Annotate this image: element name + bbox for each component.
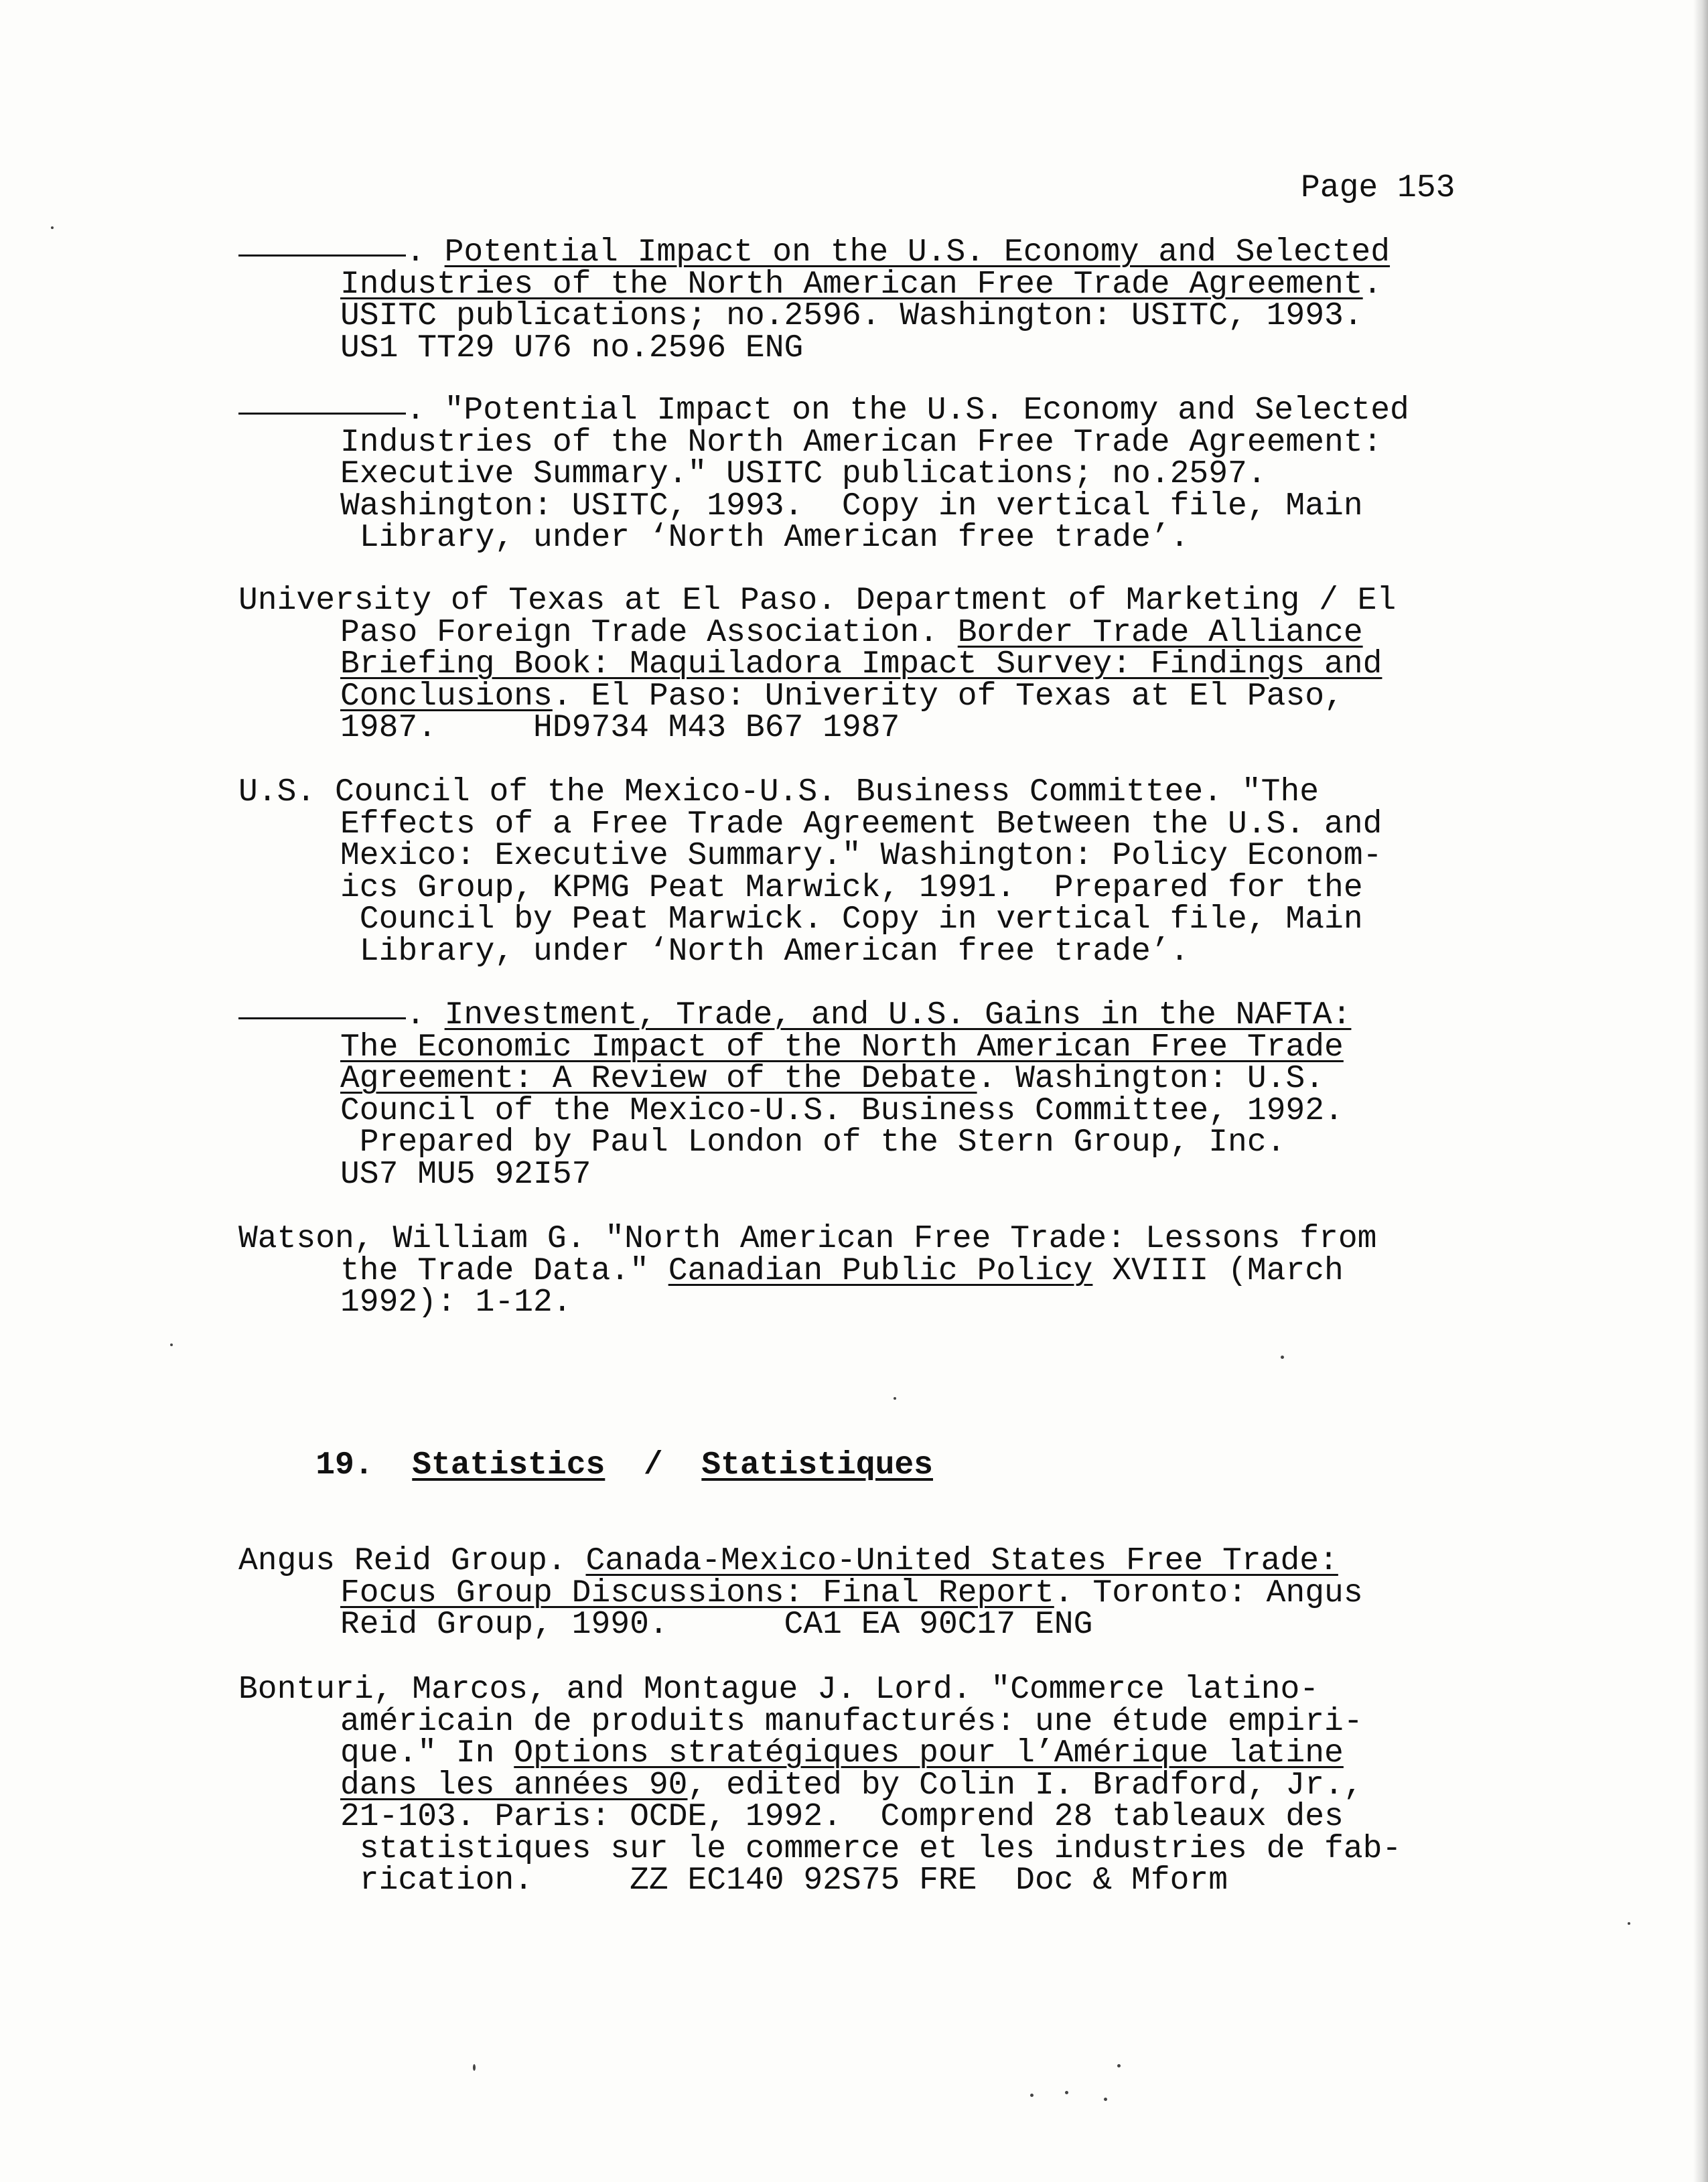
entry-text: . <box>406 997 445 1033</box>
repeat-author-dash <box>238 413 406 415</box>
entry-text: . "Potential Impact on the U.S. Economy and Selected <box>406 392 1409 429</box>
bibliography-entry <box>238 997 1352 1193</box>
entry-line <box>238 1865 1401 1897</box>
entry-line <box>238 997 1352 1033</box>
scan-speck <box>1030 2094 1034 2097</box>
entry-text: Prepared by Paul London of the Stern Group, Inc. <box>340 1124 1286 1161</box>
entry-line <box>238 1543 1363 1579</box>
underlined-title: Focus Group Discussions: Final Report <box>340 1575 1054 1611</box>
entry-line <box>238 710 1396 746</box>
entry-line <box>238 330 1390 366</box>
repeat-author-dash <box>238 1017 406 1019</box>
entry-line <box>238 1735 1401 1771</box>
entry-text: Bonturi, Marcos, and Montague J. Lord. "Commerce latino- <box>238 1672 1320 1708</box>
entry-text: , edited by Colin I. Bradford, Jr., <box>687 1767 1363 1804</box>
entry-line <box>238 1092 1351 1129</box>
entry-line <box>238 392 1409 429</box>
section-title-english: Statistics <box>412 1447 606 1483</box>
entry-line <box>238 424 1409 461</box>
scan-speck <box>1628 1922 1630 1925</box>
underlined-title: Canadian Public Policy <box>668 1252 1093 1289</box>
underlined-title: Conclusions <box>340 678 553 715</box>
entry-line <box>238 838 1382 874</box>
entry-line <box>238 901 1382 938</box>
scan-speck <box>1065 2091 1068 2094</box>
underlined-title: Potential Impact on the U.S. Economy and Selected <box>444 234 1391 271</box>
entry-text: américain de produits manufacturés: une étude empiri- <box>340 1703 1363 1740</box>
entry-line <box>238 488 1409 524</box>
entry-line <box>238 646 1396 682</box>
scan-edge-shadow <box>1693 0 1708 2182</box>
underlined-title: Options stratégiques pour l’Amérique latine <box>514 1735 1344 1771</box>
entry-line <box>238 774 1382 810</box>
scan-speck <box>51 226 54 229</box>
entry-text: Angus Reid Group. <box>238 1543 586 1579</box>
entry-text: the Trade Data." <box>340 1252 668 1289</box>
scan-speck <box>170 1343 173 1346</box>
bibliography-entry <box>238 1221 1377 1321</box>
entry-text: . Toronto: Angus <box>1054 1575 1363 1611</box>
entry-text: Library, under ‘North American free trade’. <box>340 933 1190 970</box>
entry-line <box>238 1575 1363 1611</box>
underlined-title: Briefing Book: Maquiladora Impact Survey: Findings and <box>340 646 1382 682</box>
section-number: 19. <box>315 1447 374 1483</box>
entry-text: Paso Foreign Trade Association. <box>340 614 958 651</box>
entry-text: U.S. Council of the Mexico-U.S. Business Committee. "The <box>238 774 1320 810</box>
entry-line <box>238 806 1382 843</box>
entry-line <box>238 1674 1401 1706</box>
scan-speck <box>473 2064 476 2071</box>
entry-text: US1 TT29 U76 no.2596 ENG <box>340 330 804 366</box>
entry-text: rication. ZZ EC140 92S75 FRE Doc & Mform <box>340 1863 1228 1899</box>
scan-speck <box>1281 1356 1284 1359</box>
underlined-title: Industries of the North American Free Trade Agreement <box>340 266 1363 303</box>
entry-text: Library, under ‘North American free trade’. <box>340 520 1190 556</box>
entry-text: Washington: USITC, 1993. Copy in vertical file, Main <box>340 488 1363 524</box>
entry-line <box>238 1830 1402 1867</box>
entry-line <box>238 1029 1351 1066</box>
entry-line <box>238 1252 1376 1289</box>
scan-speck <box>1104 2098 1107 2101</box>
entry-line <box>238 1609 1363 1642</box>
entry-line <box>238 1156 1351 1193</box>
entry-text: XVIII (March <box>1092 1252 1344 1289</box>
entry-text: ics Group, KPMG Peat Marwick, 1991. Prepared for the <box>340 869 1363 906</box>
underlined-title: Agreement: A Review of the Debate <box>340 1061 977 1097</box>
bibliography-entry <box>238 392 1409 556</box>
section-title-french: Statistiques <box>701 1447 933 1483</box>
entry-text: 21-103. Paris: OCDE, 1992. Comprend 28 tableaux des <box>340 1799 1344 1835</box>
entry-text: que." In <box>340 1735 514 1771</box>
bibliography-entry <box>238 774 1382 970</box>
entry-line <box>238 1124 1351 1161</box>
bibliography-entry <box>238 234 1391 366</box>
entry-line <box>238 585 1396 617</box>
scan-speck <box>1117 2064 1121 2067</box>
underlined-title: The Economic Impact of the North American Free Trade <box>340 1029 1344 1066</box>
entry-line <box>238 1703 1401 1740</box>
entry-line <box>238 1221 1377 1257</box>
underlined-title: Canada-Mexico-United States Free Trade: <box>585 1543 1338 1579</box>
entry-line <box>238 614 1396 651</box>
entry-text: US7 MU5 92I57 <box>340 1156 591 1193</box>
section-title-separator: / <box>643 1447 663 1483</box>
entry-line <box>238 1287 1376 1319</box>
entry-text: USITC publications; no.2596. Washington: USITC, 1993. <box>340 298 1363 334</box>
underlined-title: Border Trade Alliance <box>957 614 1363 651</box>
bibliography-entry <box>238 1674 1401 1897</box>
entry-line <box>238 522 1409 555</box>
entry-line <box>238 678 1396 715</box>
entry-line <box>238 869 1382 906</box>
bibliography-entry <box>238 1543 1363 1643</box>
entry-text: Watson, William G. "North American Free Trade: Lessons from <box>238 1221 1377 1257</box>
entry-text: . <box>1362 266 1382 303</box>
entry-text: Council by Peat Marwick. Copy in vertical file, Main <box>340 901 1363 938</box>
repeat-author-dash <box>238 254 406 257</box>
entry-text: Mexico: Executive Summary." Washington: Policy Econom- <box>340 838 1382 874</box>
entry-text: . El Paso: Univerity of Texas at El Paso, <box>552 678 1344 715</box>
entry-line <box>238 1799 1401 1835</box>
underlined-title: dans les années 90 <box>340 1767 688 1804</box>
bibliography-entry <box>238 585 1396 745</box>
entry-text: Industries of the North American Free Trade Agreement: <box>340 424 1382 461</box>
entry-text: 1992): 1-12. <box>340 1285 572 1321</box>
entry-line <box>238 933 1382 970</box>
entry-line <box>238 234 1391 271</box>
entry-text: Effects of a Free Trade Agreement Between the U.S. and <box>340 806 1382 843</box>
page-number: Page 153 <box>1301 170 1455 206</box>
entry-text: University of Texas at El Paso. Department of Marketing / El <box>238 583 1397 619</box>
section-heading <box>238 1418 933 1514</box>
entry-text: Executive Summary." USITC publications; no.2597. <box>340 456 1267 492</box>
entry-line <box>238 1767 1401 1804</box>
entry-text: Council of the Mexico-U.S. Business Committee, 1992. <box>340 1092 1344 1129</box>
entry-text: Reid Group, 1990. CA1 EA 90C17 ENG <box>340 1607 1093 1643</box>
entry-line <box>238 456 1409 492</box>
entry-text: . Washington: U.S. <box>977 1061 1325 1097</box>
underlined-title: Investment, Trade, and U.S. Gains in the NAFTA: <box>444 997 1352 1033</box>
entry-text: 1987. HD9734 M43 B67 1987 <box>340 710 900 746</box>
scan-speck <box>894 1397 896 1400</box>
entry-line <box>238 1061 1351 1097</box>
entry-text: . <box>406 234 445 271</box>
entry-text: statistiques sur le commerce et les industries de fab- <box>340 1830 1402 1867</box>
entry-line <box>238 266 1390 303</box>
entry-line <box>238 298 1390 334</box>
